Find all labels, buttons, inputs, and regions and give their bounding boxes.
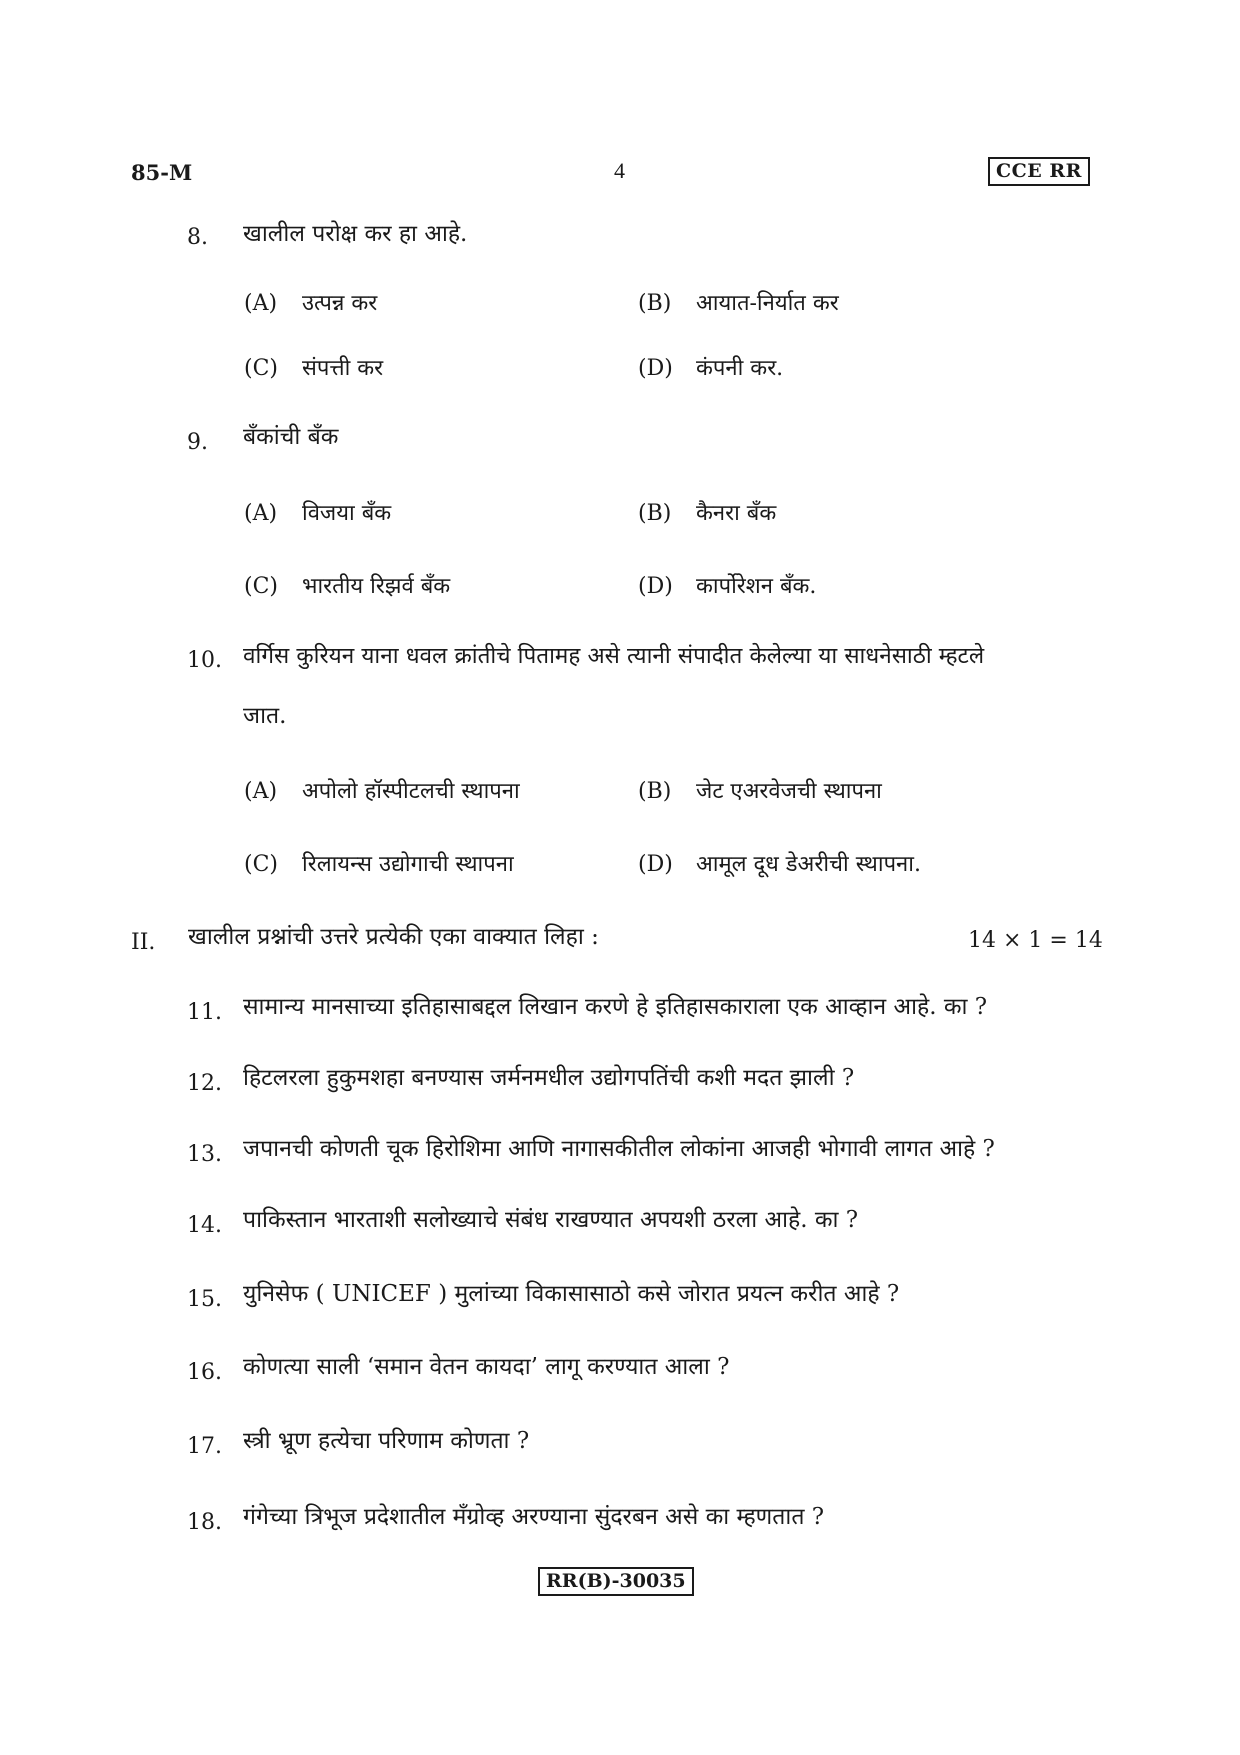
option-c <box>244 352 383 382</box>
option-text: अपोलो हॉस्पीटलची स्थापना <box>302 779 520 804</box>
option-label: (B) <box>638 779 672 804</box>
option-d <box>638 352 783 382</box>
question-text: हिटलरला हुकुमशहा बनण्यास जर्मनमधील उद्योगपतिंची कशी मदत झाली ? <box>243 1065 855 1091</box>
option-text: कंपनी कर. <box>696 356 784 381</box>
question-number: 18. <box>187 1510 222 1535</box>
option-label: (D) <box>638 574 673 599</box>
option-a <box>244 287 377 317</box>
option-label: (B) <box>638 501 672 526</box>
question-text: जपानची कोणती चूक हिरोशिमा आणि नागासकीतील लोकांना आजही भोगावी लागत आहे ? <box>243 1136 995 1162</box>
question-text: पाकिस्तान भारताशी सलोख्याचे संबंध राखण्यात अपयशी ठरला आहे. का ? <box>243 1207 859 1233</box>
option-a <box>244 775 520 805</box>
question-number: 13. <box>187 1142 222 1167</box>
option-text: कैनरा बँक <box>696 501 777 526</box>
page-number: 4 <box>614 158 625 183</box>
question-number: 12. <box>187 1071 222 1096</box>
option-text: भारतीय रिझर्व बँक <box>302 574 451 599</box>
question-text: कोणत्या साली ‘समान वेतन कायदा’ लागू करण्यात आला ? <box>243 1354 730 1380</box>
question-text: गंगेच्या त्रिभूज प्रदेशातील मँग्रोव्ह अरण्याना सुंदरबन असे का म्हणतात ? <box>243 1504 825 1530</box>
option-text: उत्पन्न कर <box>302 291 378 316</box>
option-label: (C) <box>244 574 278 599</box>
question-text: खालील परोक्ष कर हा आहे. <box>243 221 468 247</box>
paper-code: 85-M <box>131 160 193 185</box>
option-d <box>638 848 921 878</box>
option-label: (A) <box>244 291 278 316</box>
option-text: कार्पोरेशन बँक. <box>696 574 817 599</box>
option-label: (D) <box>638 356 673 381</box>
question-text: स्त्री भ्रूण हत्येचा परिणाम कोणता ? <box>243 1428 530 1454</box>
option-d <box>638 570 816 600</box>
option-c <box>244 570 450 600</box>
option-b <box>638 287 839 317</box>
question-number: 17. <box>187 1434 222 1459</box>
question-number: 8. <box>187 225 208 250</box>
option-label: (C) <box>244 356 278 381</box>
option-b <box>638 497 776 527</box>
option-text: जेट एअरवेजची स्थापना <box>696 779 882 804</box>
question-number: 10. <box>187 648 222 673</box>
section-marks: 14 × 1 = 14 <box>968 928 1103 953</box>
option-label: (C) <box>244 852 278 877</box>
option-text: रिलायन्स उद्योगाची स्थापना <box>302 852 514 877</box>
question-text-continued: जात. <box>243 703 287 729</box>
option-text: आमूल दूध डेअरीची स्थापना. <box>696 852 921 877</box>
paper-badge: CCE RR <box>988 157 1090 186</box>
option-text: विजया बँक <box>302 501 392 526</box>
option-c <box>244 848 514 878</box>
question-number: 11. <box>187 1000 222 1025</box>
option-label: (A) <box>244 779 278 804</box>
question-number: 9. <box>187 430 208 455</box>
option-label: (A) <box>244 501 278 526</box>
option-a <box>244 497 391 527</box>
option-text: आयात-निर्यात कर <box>696 291 839 316</box>
question-number: 16. <box>187 1360 222 1385</box>
option-text: संपत्ती कर <box>302 356 384 381</box>
question-number: 14. <box>187 1213 222 1238</box>
option-label: (B) <box>638 291 672 316</box>
section-numeral: II. <box>131 930 156 955</box>
question-text: सामान्य मानसाच्या इतिहासाबद्दल लिखान करणे हे इतिहासकाराला एक आव्हान आहे. का ? <box>243 994 988 1020</box>
option-b <box>638 775 882 805</box>
option-label: (D) <box>638 852 673 877</box>
question-number: 15. <box>187 1287 222 1312</box>
question-text: युनिसेफ ( UNICEF ) मुलांच्या विकासासाठो कसे जोरात प्रयत्न करीत आहे ? <box>243 1281 900 1307</box>
question-text: वर्गिस कुरियन याना धवल क्रांतीचे पितामह असे त्यानी संपादीत केलेल्या या साधनेसाठी म्हटले <box>243 643 985 669</box>
section-instruction: खालील प्रश्नांची उत्तरे प्रत्येकी एका वाक्यात लिहा : <box>188 924 599 950</box>
footer-code: RR(B)-30035 <box>538 1567 694 1596</box>
question-text: बँकांची बँक <box>243 424 339 450</box>
